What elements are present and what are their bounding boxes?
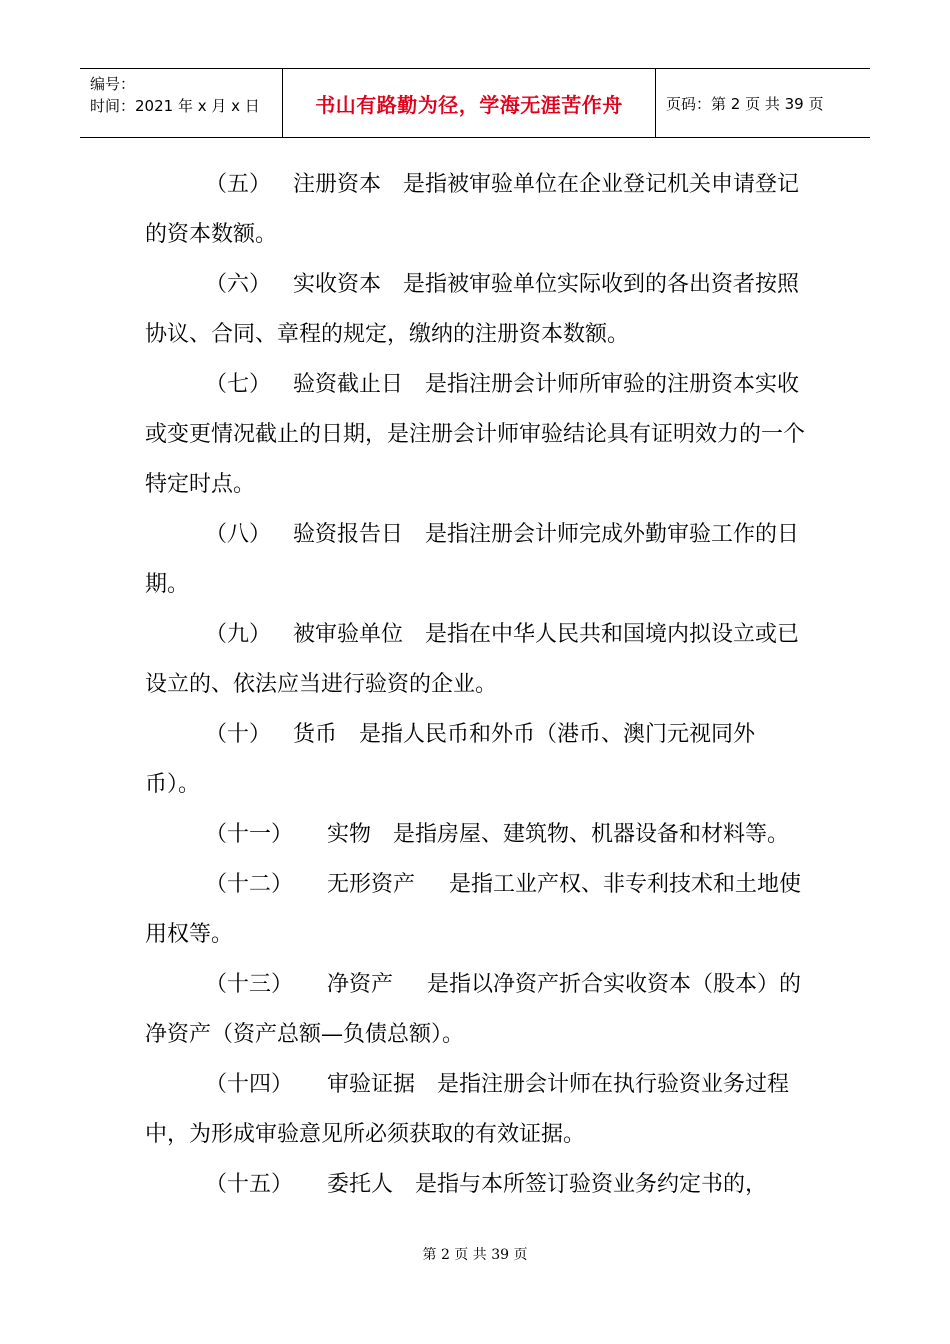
item-definition: 是指注册会计师完成外勤审验工作的日期。 (145, 522, 800, 597)
document-body (145, 160, 810, 1210)
item-term: 验资报告日 (293, 522, 404, 547)
item-number: （九） (205, 622, 272, 647)
item-term: 实物 (327, 822, 372, 847)
header-motto: 书山有路勤为径，学海无涯苦作舟 (315, 92, 623, 117)
definition-paragraph (145, 260, 810, 360)
item-term: 验资截止日 (293, 372, 404, 397)
document-time-label: 时间：2021 年 x 月 x 日 (90, 97, 260, 115)
page-header (80, 68, 870, 138)
header-page-cell (656, 69, 870, 137)
item-term: 净资产 (327, 972, 394, 997)
item-term: 委托人 (327, 1172, 394, 1197)
item-number: （六） (205, 272, 272, 297)
item-number: （十一） (205, 822, 294, 847)
item-number: （七） (205, 372, 272, 397)
item-definition: 是指被审验单位在企业登记机关申请登记的资本数额。 (145, 172, 800, 247)
document-number-label: 编号： (90, 75, 136, 93)
item-number: （十五） (205, 1172, 294, 1197)
definition-paragraph (145, 810, 810, 860)
definition-paragraph (145, 1060, 810, 1160)
definition-paragraph (145, 510, 810, 610)
definition-paragraph (145, 610, 810, 710)
item-number: （十二） (205, 872, 294, 897)
definition-paragraph (145, 860, 810, 960)
definition-paragraph (145, 960, 810, 1060)
page-footer (0, 1244, 950, 1264)
item-number: （十） (205, 722, 272, 747)
item-term: 注册资本 (293, 172, 382, 197)
header-meta (80, 69, 282, 137)
item-definition: 是指被审验单位实际收到的各出资者按照协议、合同、章程的规定，缴纳的注册资本数额。 (145, 272, 800, 347)
item-definition: 是指注册会计师所审验的注册资本实收或变更情况截止的日期，是注册会计师审验结论具有证明效力的一个特定时点。 (145, 372, 806, 497)
item-definition: 是指以净资产折合实收资本（股本）的净资产（资产总额—负债总额）。 (145, 972, 802, 1047)
definition-paragraph (145, 1160, 810, 1210)
item-definition: 是指工业产权、非专利技术和土地使用权等。 (145, 872, 802, 947)
item-term: 被审验单位 (293, 622, 404, 647)
definition-paragraph (145, 710, 810, 810)
item-definition: 是指与本所签订验资业务约定书的， (415, 1172, 768, 1197)
definition-paragraph (145, 360, 810, 510)
item-definition: 是指房屋、建筑物、机器设备和材料等。 (393, 822, 790, 847)
item-definition: 是指注册会计师在执行验资业务过程中，为形成审验意见所必须获取的有效证据。 (145, 1072, 790, 1147)
item-term: 审验证据 (327, 1072, 416, 1097)
item-term: 无形资产 (327, 872, 416, 897)
item-number: （五） (205, 172, 272, 197)
item-number: （八） (205, 522, 272, 547)
header-motto-cell (282, 69, 656, 137)
item-term: 实收资本 (293, 272, 382, 297)
definition-paragraph (145, 160, 810, 260)
item-number: （十三） (205, 972, 294, 997)
item-definition: 是指在中华人民共和国境内拟设立或已设立的、依法应当进行验资的企业。 (145, 622, 800, 697)
header-page-label: 页码：第 2 页 共 39 页 (666, 94, 824, 113)
item-term: 货币 (293, 722, 338, 747)
item-definition: 是指人民币和外币（港币、澳门元视同外币）。 (145, 722, 756, 797)
footer-page-number: 第 2 页 共 39 页 (422, 1247, 528, 1263)
item-number: （十四） (205, 1072, 294, 1097)
